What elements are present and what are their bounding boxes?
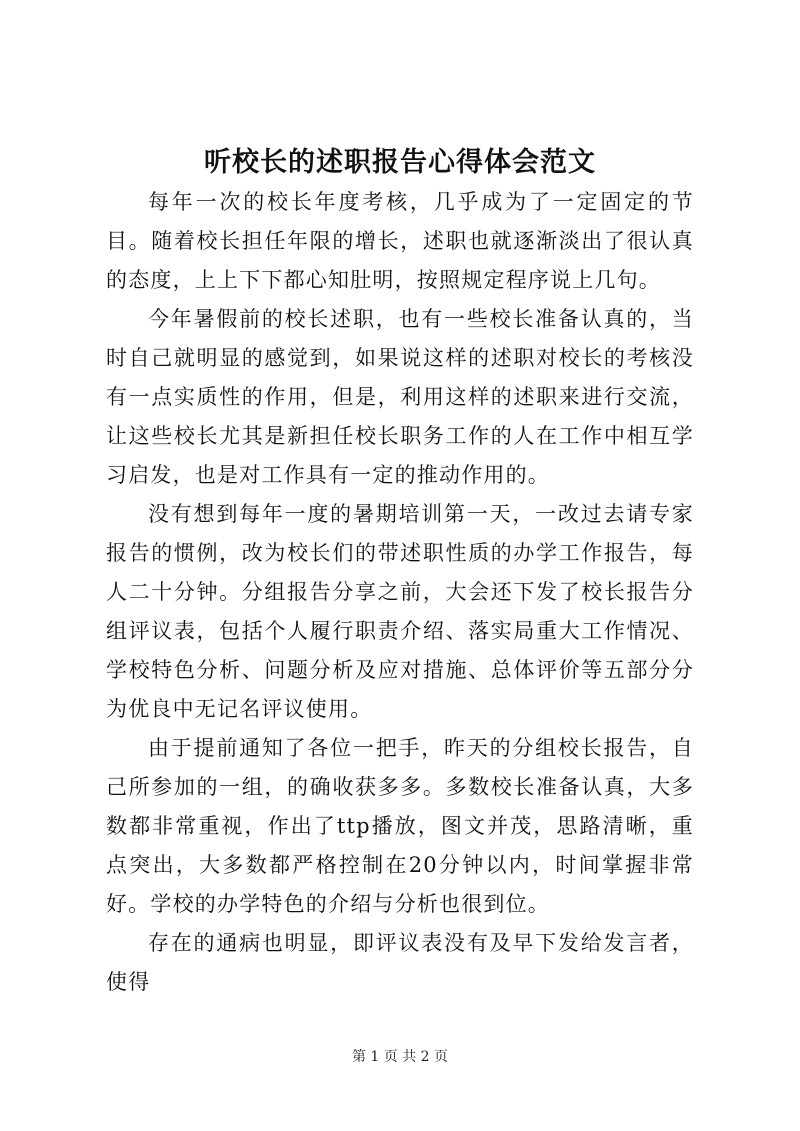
document-body — [106, 183, 694, 1002]
paragraph-1: 每年一次的校长年度考核，几乎成为了一定固定的节目。随着校长担任年限的增长，述职也就逐渐淡出了很认真的态度，上上下下都心知肚明，按照规定程序说上几句。 — [106, 190, 694, 292]
paragraph-2: 今年暑假前的校长述职，也有一些校长准备认真的，当时自己就明显的感觉到，如果说这样的述职对校长的考核没有一点实质性的作用，但是，利用这样的述职来进行交流，让这些校长尤其是新担任校长职务工作的人在工作中相互学习启发，也是对工作具有一定的推动作用的。 — [106, 307, 694, 487]
paragraph-5: 存在的通病也明显，即评议表没有及早下发给发言者，使得 — [106, 931, 694, 994]
document-title: 听校长的述职报告心得体会范文 — [204, 147, 596, 178]
paragraph-4: 由于提前通知了各位一把手，昨天的分组校长报告，自己所参加的一组，的确收获多多。多数校长准备认真，大多数都非常重视，作出了ttp播放，图文并茂，思路清晰，重点突出，大多数都严格控制在20分钟以内，时间掌握非常好。学校的办学特色的介绍与分析也很到位。 — [106, 736, 694, 916]
page-footer: 第 1 页 共 2 页 — [351, 1049, 449, 1065]
paragraph-3: 没有想到每年一度的暑期培训第一天，一改过去请专家报告的惯例，改为校长们的带述职性质的办学工作报告，每人二十分钟。分组报告分享之前，大会还下发了校长报告分组评议表，包括个人履行职责介绍、落实局重大工作情况、学校特色分析、问题分析及应对措施、总体评价等五部分分为优良中无记名评议使用。 — [106, 502, 694, 721]
